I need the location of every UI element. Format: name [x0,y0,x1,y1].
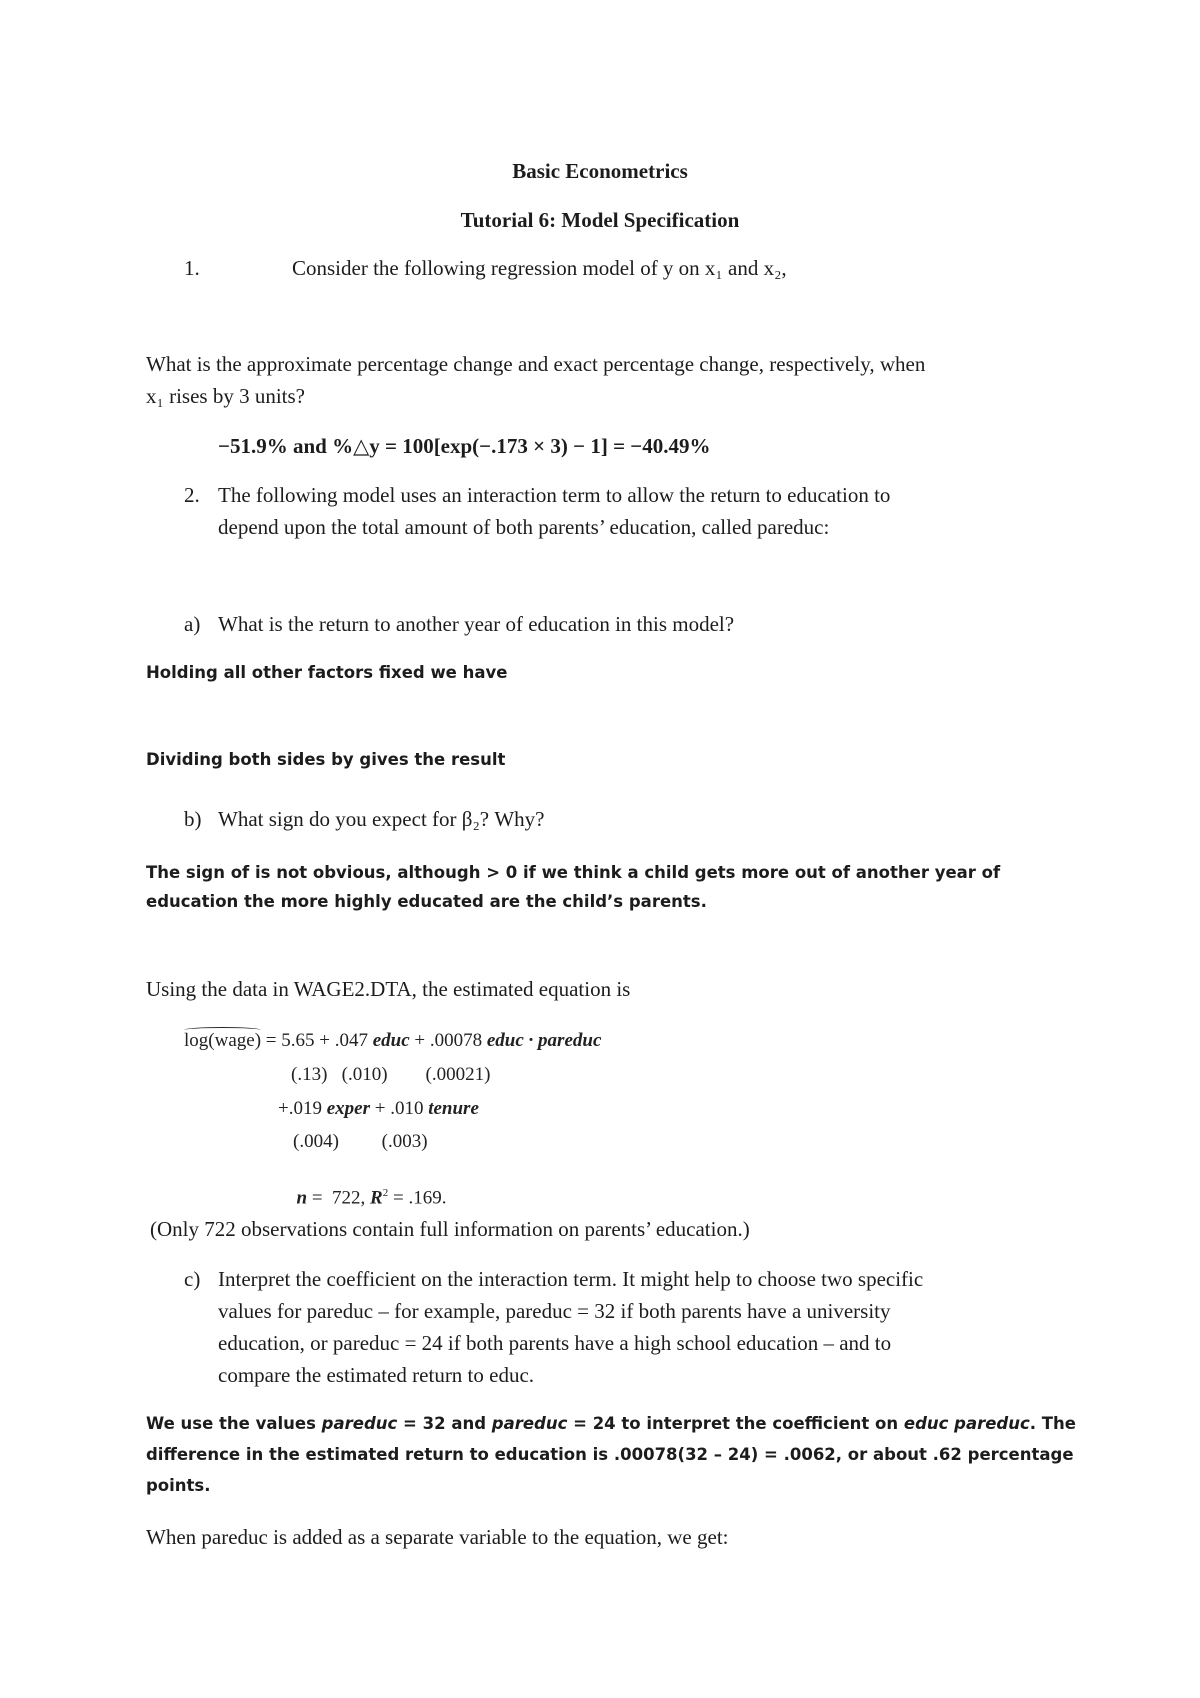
q2c-answer-text-d: . The [1029,1414,1076,1433]
q2a-answer2: Dividing both sides by gives the result [146,750,506,769]
q2c-answer-line2: difference in the estimated return to education is .00078(32 – 24) = .0062, or about .62 percentage [146,1445,1074,1464]
q2-text-line1: The following model uses an interaction term to allow the return to education to [218,483,891,507]
document-title: Basic Econometrics [512,159,688,183]
q2c-answer-var-interaction: educ pareduc [903,1414,1030,1433]
q2a-answer1: Holding all other factors fixed we have [146,663,508,682]
q1-question-line2: x₁ rises by 3 units? [146,384,305,408]
q2c-line3: education, or pareduc = 24 if both parents have a high school education – and to [218,1331,892,1355]
q1-question-line1: What is the approximate percentage change and exact percentage change, respectively, when [146,352,926,376]
q2c-line2: values for pareduc – for example, pareduc = 32 if both parents have a university [218,1299,891,1323]
tutorial-subtitle: Tutorial 6: Model Specification [460,208,740,232]
q2b-answer-line1: The sign of is not obvious, although > 0 if we think a child gets more out of another year of [146,863,1001,882]
equation-row3 [278,1098,479,1120]
q1-answer: −51.9% and %△y = 100[exp(−.173 × 3) − 1] = −40.49% [218,434,711,458]
equation-r2-value: = .169. [388,1187,447,1209]
q2b-text: What sign do you expect for β₂? Why? [218,807,545,831]
q1-text: Consider the following regression model of y on x₁ and x₂, [292,256,787,280]
q2-text-line2: depend upon the total amount of both parents’ education, called pareduc: [218,515,830,539]
q2c-answer-text-a: We use the values [146,1414,322,1433]
q1-number: 1. [184,256,200,280]
equation-row2-se: (.13) (.010) (.00021) [291,1064,491,1085]
q2c-answer-text-c: = 24 to interpret the coefficient on [567,1414,904,1433]
equation-row3-coef1: +.019 [278,1098,327,1119]
q2c-label: c) [184,1267,201,1291]
equation-lhs: log(wage) [184,1030,262,1051]
q2c-answer-line3: points. [146,1476,211,1495]
data-intro: Using the data in WAGE2.DTA, the estimated equation is [146,977,631,1001]
equation-row1 [184,1030,601,1052]
q2b-label: b) [184,807,202,831]
equation-row3-coef2: + .010 [369,1098,429,1119]
observation-note: (Only 722 observations contain full information on parents’ education.) [150,1217,750,1241]
q2a-label: a) [184,612,201,636]
q2c-line4: compare the estimated return to educ. [218,1363,535,1387]
q2a-text: What is the return to another year of education in this model? [218,612,735,636]
equation-row1-mid: + .00078 [409,1030,487,1051]
q2c-answer-var-pareduc-2: pareduc [491,1414,568,1433]
equation-var-tenure: tenure [428,1098,479,1119]
equation-var-exper: exper [326,1098,370,1119]
equation-row5: n = 722, $R^2 = .169$. [296,1187,447,1209]
equation-row1-coeffs: = 5.65 + .047 [261,1030,373,1051]
equation-r: R [370,1187,383,1209]
closing-text: When pareduc is added as a separate variable to the equation, we get: [146,1525,729,1549]
equation-row4-se: (.004) (.003) [293,1131,428,1152]
q2c-answer-text-b: = 32 and [397,1414,492,1433]
q2c-line1: Interpret the coefficient on the interaction term. It might help to choose two specific [218,1267,924,1291]
q2-number: 2. [184,483,200,507]
equation-var-interaction: educ · pareduc [486,1030,602,1051]
equation-n: n [296,1187,308,1209]
equation-var-educ: educ [372,1030,410,1051]
q2c-answer-line1 [146,1414,1076,1433]
q2c-answer-var-pareduc-1: pareduc [321,1414,398,1433]
q2b-answer-line2: education the more highly educated are the child’s parents. [146,892,707,911]
equation-n-value: = 722, [307,1187,371,1209]
